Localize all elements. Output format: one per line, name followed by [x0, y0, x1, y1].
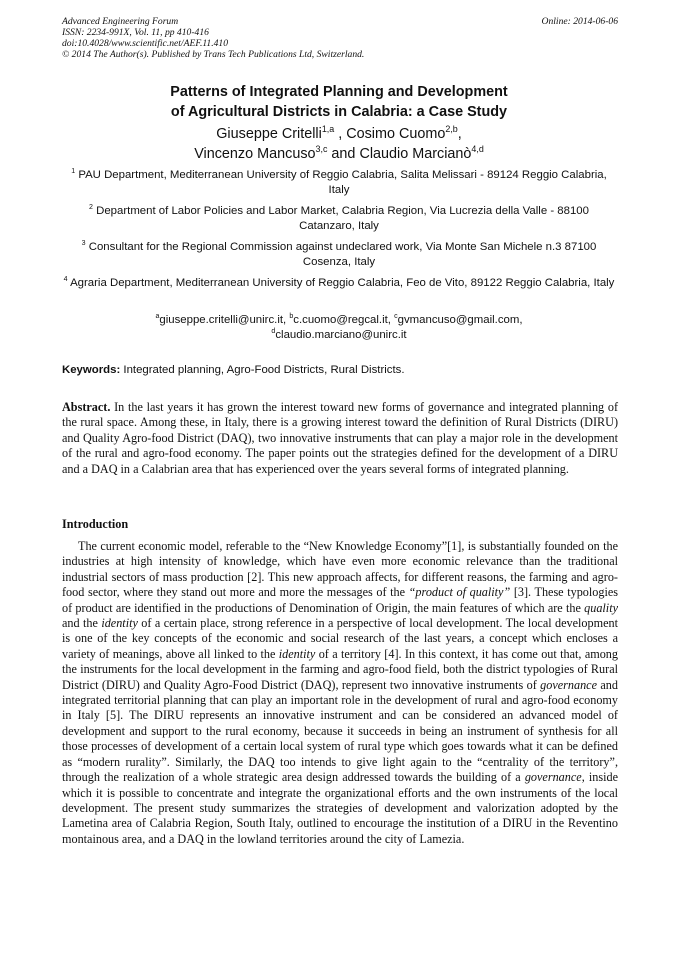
online-date: Online: 2014-06-06 — [541, 16, 618, 27]
affiliation-text: Department of Labor Policies and Labor Market, Calabria Region, Via Lucrezia della Valle - 88100 Catanzaro, Italy — [96, 205, 589, 232]
author-list — [40, 124, 638, 164]
journal-name: Advanced Engineering Forum — [62, 16, 179, 27]
introduction-paragraph — [62, 539, 618, 847]
body-text: [3]. These typologies of product are identified in the productions of Denomination of Origin, the main features of which are the — [62, 585, 618, 615]
paper-title — [40, 82, 638, 122]
email-address: gvmancuso@gmail.com, — [397, 314, 523, 326]
keywords — [62, 363, 618, 377]
affiliation-text: Agraria Department, Mediterranean University of Reggio Calabria, Feo de Vito, 89122 Reggio Calabria, Italy — [70, 277, 615, 289]
journal-doi: doi:10.4028/www.scientific.net/AEF.11.410 — [62, 38, 229, 49]
affiliation-3 — [60, 240, 618, 269]
email-address: claudio.marciano@unirc.it — [275, 328, 407, 341]
affiliation-4 — [60, 276, 618, 291]
author-superscript: 2,b — [445, 124, 458, 135]
section-heading-introduction: Introduction — [62, 517, 129, 531]
email-superscript: d — [271, 327, 276, 335]
author-name: Giuseppe Critelli — [216, 126, 322, 142]
author-superscript: 3,c — [315, 144, 328, 155]
keywords-label: Keywords: — [62, 364, 121, 376]
keywords-text: Integrated planning, Agro-Food Districts, Rural Districts. — [120, 364, 405, 376]
body-text: of a territory [4]. In this context, it has come out that, among the instruments for the local development in the farming and agro-food field, both the district typologies of Rural District (DIRU) and Quality Agro-Food District (DAQ), represent two innovative instruments of — [62, 646, 618, 692]
email-address: giuseppe.critelli@unirc.it, — [159, 314, 290, 326]
journal-issn: ISSN: 2234-991X, Vol. 11, pp 410-416 — [62, 27, 209, 38]
author-name: Cosimo Cuomo — [346, 126, 446, 142]
journal-header — [62, 16, 618, 60]
body-text: The current economic model, referable to the “New Knowledge Economy”[1], is substantially founded on the industries at high intensity of knowledge, which have even more economic relevance than the traditional industrial sectors of mass production [2]. This new approach affects, for different reasons, the farming and agro-food sector, where they stand out more and more the messages of the — [62, 539, 618, 600]
journal-copyright: © 2014 The Author(s). Published by Trans Tech Publications Ltd, Switzerland. — [62, 49, 365, 60]
author-separator: , — [457, 126, 462, 142]
italic-text: quality — [584, 600, 618, 615]
author-line-1 — [40, 124, 638, 144]
author-line-2 — [40, 144, 638, 164]
email-list — [60, 313, 618, 342]
abstract-text: In the last years it has grown the interest toward new forms of governance and integrated planning of the rural space. Among these, in Italy, there is a growing interest toward the definition of Rural Districts (DIRU) and Quality Agro-food District (DAQ), two innovative instruments that can play a major role in the development of the rural and agro-food economy. The paper points out the strategies defined for the development of a DIRU and a DAQ in a Calabrian area that has experienced over the years several forms of integrated planning. — [62, 400, 618, 476]
italic-text: identity — [278, 646, 316, 661]
body-text: , inside which it is possible to concentrate and integrate the organizational efforts and the own instruments of the local development. The present study summarizes the strategies of development and valorization adopted by the Lametina area of Calabria Region, South Italy, outlined to encourage the institution of a DIRU in the Reventino montainous area, and a DAQ in the lowland territories around the city of Lamezia. — [62, 770, 618, 846]
author-name: Vincenzo Mancuso — [194, 146, 316, 162]
italic-text: identity — [101, 616, 138, 631]
email-line-1 — [60, 313, 618, 328]
author-separator: , — [334, 126, 347, 142]
italic-text: “product of quality” — [408, 585, 511, 600]
email-superscript: a — [155, 313, 160, 321]
affiliation-number: 4 — [63, 276, 68, 284]
email-address: c.cuomo@regcal.it, — [293, 314, 395, 326]
body-text: and integrated territorial planning that can play an important role in the development of rural and agro-food economy in Italy [5]. The DIRU represents an innovative instrument and can be considered an advanced model of development and support to the rural economy, because it succeeds in being an instrument of synthesis for all those processes of development of a certain local system of rural type which goes towards what it can be defined as “modern rurality”. Similarly, the DAQ too intends to give light again to the “centrality of the territory”, through the realization of a whole strategic area design addressed towards the building of a — [62, 677, 618, 785]
email-superscript: c — [394, 313, 398, 321]
affiliation-text: Consultant for the Regional Commission against undeclared work, Via Monte San Michele n.3 87100 Cosenza, Italy — [88, 241, 597, 268]
affiliation-text: PAU Department, Mediterranean University of Reggio Calabria, Salita Melissari - 89124 Reggio Calabria, Italy — [78, 169, 607, 196]
author-separator: and — [327, 146, 360, 162]
affiliation-1 — [60, 168, 618, 197]
italic-text: governance — [524, 770, 582, 785]
italic-text: governance — [540, 677, 598, 692]
affiliation-number: 3 — [81, 240, 86, 248]
email-line-2 — [60, 328, 618, 343]
author-name: Claudio Marcianò — [359, 146, 472, 162]
title-line-1: Patterns of Integrated Planning and Development — [170, 84, 508, 100]
affiliation-2 — [60, 204, 618, 233]
affiliation-number: 1 — [71, 168, 76, 176]
abstract — [62, 400, 618, 477]
author-superscript: 4,d — [471, 144, 484, 155]
abstract-label: Abstract. — [62, 400, 111, 414]
body-text: and the — [62, 616, 102, 631]
title-line-2: of Agricultural Districts in Calabria: a Case Study — [170, 104, 508, 120]
affiliation-number: 2 — [89, 204, 93, 212]
author-superscript: 1,a — [321, 124, 335, 135]
email-superscript: b — [289, 313, 294, 321]
body-text: of a certain place, strong reference in a perspective of local development. The local development is one of the key concepts of the economic and social research of the last years, a concept which encloses a variety of meanings, above all linked to the — [62, 616, 618, 661]
